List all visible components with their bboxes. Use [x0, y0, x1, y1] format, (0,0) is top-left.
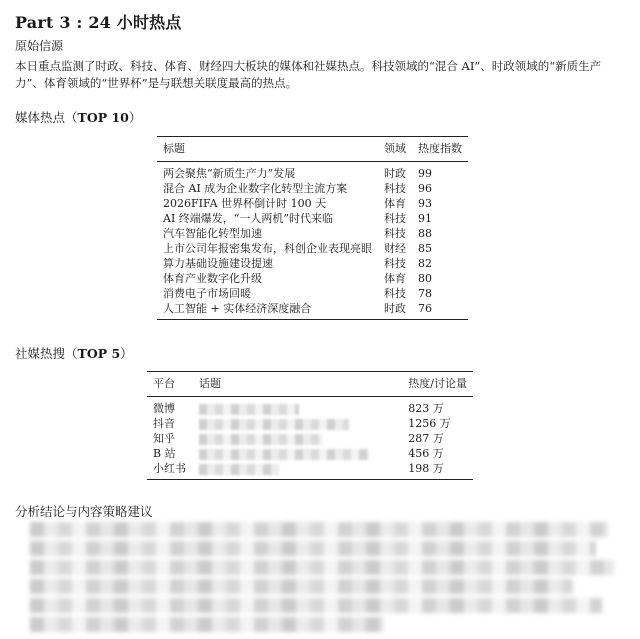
row-score: 78	[418, 287, 432, 300]
row-field: 体育	[384, 197, 406, 210]
table-row	[147, 397, 473, 417]
media-section-title-prefix: 媒体热点（	[15, 110, 78, 125]
col-header-heat: 热度/讨论量	[408, 377, 467, 390]
table-row	[157, 286, 468, 301]
redacted-line	[30, 617, 384, 632]
row-platform: 抖音	[153, 417, 175, 430]
row-title: 汽车智能化转型加速	[163, 227, 262, 240]
row-score: 76	[418, 302, 432, 315]
redacted-line	[30, 598, 602, 613]
table-row	[157, 271, 468, 286]
intro-paragraph: 本日重点监测了时政、科技、体育、财经四大板块的媒体和社媒热点。科技领域的“混合 AI”、时政领域的“新质生产力”、体育领域的“世界杯”是与联想关联度最高的热点。	[15, 59, 602, 90]
row-field: 科技	[384, 287, 406, 300]
row-score: 93	[418, 197, 432, 210]
redacted-line	[30, 579, 573, 594]
redacted-line	[30, 522, 608, 537]
row-score: 91	[418, 212, 432, 225]
col-header-platform: 平台	[153, 377, 175, 390]
col-header-title: 标题	[163, 142, 185, 155]
redacted-text	[199, 419, 349, 430]
media-section-title-suffix: ）	[128, 110, 142, 125]
table-row	[157, 181, 468, 196]
social-section-title	[15, 344, 133, 362]
row-topic-redacted	[193, 431, 402, 446]
table-row	[157, 226, 468, 241]
row-title: 算力基础设施建设提速	[163, 257, 273, 270]
source-label: 原始信源	[15, 39, 64, 53]
social-hot-table	[147, 371, 473, 480]
row-field: 科技	[384, 212, 406, 225]
row-heat: 1256 万	[408, 417, 451, 430]
row-title: 两会聚焦“新质生产力”发展	[163, 167, 296, 180]
table-header-row	[157, 137, 468, 162]
row-field: 科技	[384, 182, 406, 195]
row-title: 上市公司年报密集发布，科创企业表现亮眼	[163, 242, 372, 255]
row-title: 人工智能 + 实体经济深度融合	[163, 302, 312, 315]
media-section-title	[15, 108, 141, 126]
table-header-row	[147, 372, 473, 397]
redacted-analysis-paragraph	[30, 522, 620, 634]
row-score: 96	[418, 182, 432, 195]
row-topic-redacted	[193, 446, 402, 461]
media-hot-table	[157, 136, 468, 320]
row-topic-redacted	[193, 416, 402, 431]
row-field: 科技	[384, 257, 406, 270]
table-row	[157, 301, 468, 320]
row-title: 消费电子市场回暖	[163, 287, 251, 300]
redacted-text	[199, 464, 279, 475]
analysis-section-title: 分析结论与内容策略建议	[15, 504, 153, 519]
row-field: 时政	[384, 167, 406, 180]
row-title: AI 终端爆发，“一人两机”时代来临	[163, 212, 334, 225]
row-heat: 287 万	[408, 432, 444, 445]
table-row	[157, 196, 468, 211]
row-score: 85	[418, 242, 432, 255]
redacted-text	[199, 449, 369, 460]
redacted-line	[30, 560, 614, 575]
row-score: 80	[418, 272, 432, 285]
col-header-field: 领域	[384, 142, 406, 155]
table-row	[157, 256, 468, 271]
table-row	[157, 162, 468, 182]
redacted-text	[199, 404, 299, 415]
row-field: 财经	[384, 242, 406, 255]
row-score: 82	[418, 257, 432, 270]
table-row	[147, 431, 473, 446]
table-row	[157, 211, 468, 226]
redacted-text	[199, 434, 323, 445]
row-heat: 823 万	[408, 402, 444, 415]
social-section-title-suffix: ）	[120, 346, 133, 361]
row-score: 99	[418, 167, 432, 180]
table-row	[147, 461, 473, 480]
row-heat: 456 万	[408, 447, 444, 460]
media-section-title-top: TOP 10	[77, 110, 129, 125]
social-section-title-prefix: 社媒热搜（	[15, 346, 78, 361]
part-title: Part 3 : 24 小时热点	[15, 13, 182, 32]
table-row	[147, 446, 473, 461]
row-platform: 微博	[153, 402, 175, 415]
row-platform: B 站	[153, 447, 176, 460]
row-platform: 小红书	[153, 462, 186, 475]
row-field: 体育	[384, 272, 406, 285]
table-row	[157, 241, 468, 256]
col-header-score: 热度指数	[418, 142, 462, 155]
row-title: 2026FIFA 世界杯倒计时 100 天	[163, 197, 327, 210]
row-title: 体育产业数字化升级	[163, 272, 262, 285]
redacted-line	[30, 541, 596, 556]
col-header-topic: 话题	[198, 377, 221, 390]
social-section-title-top: TOP 5	[77, 346, 121, 361]
row-platform: 知乎	[153, 432, 175, 445]
row-field: 时政	[384, 302, 406, 315]
table-row	[147, 416, 473, 431]
row-score: 88	[418, 227, 432, 240]
row-topic-redacted	[193, 397, 402, 417]
row-title: 混合 AI 成为企业数字化转型主流方案	[163, 182, 348, 195]
row-heat: 198 万	[408, 462, 444, 475]
row-field: 科技	[384, 227, 406, 240]
row-topic-redacted	[193, 461, 402, 480]
